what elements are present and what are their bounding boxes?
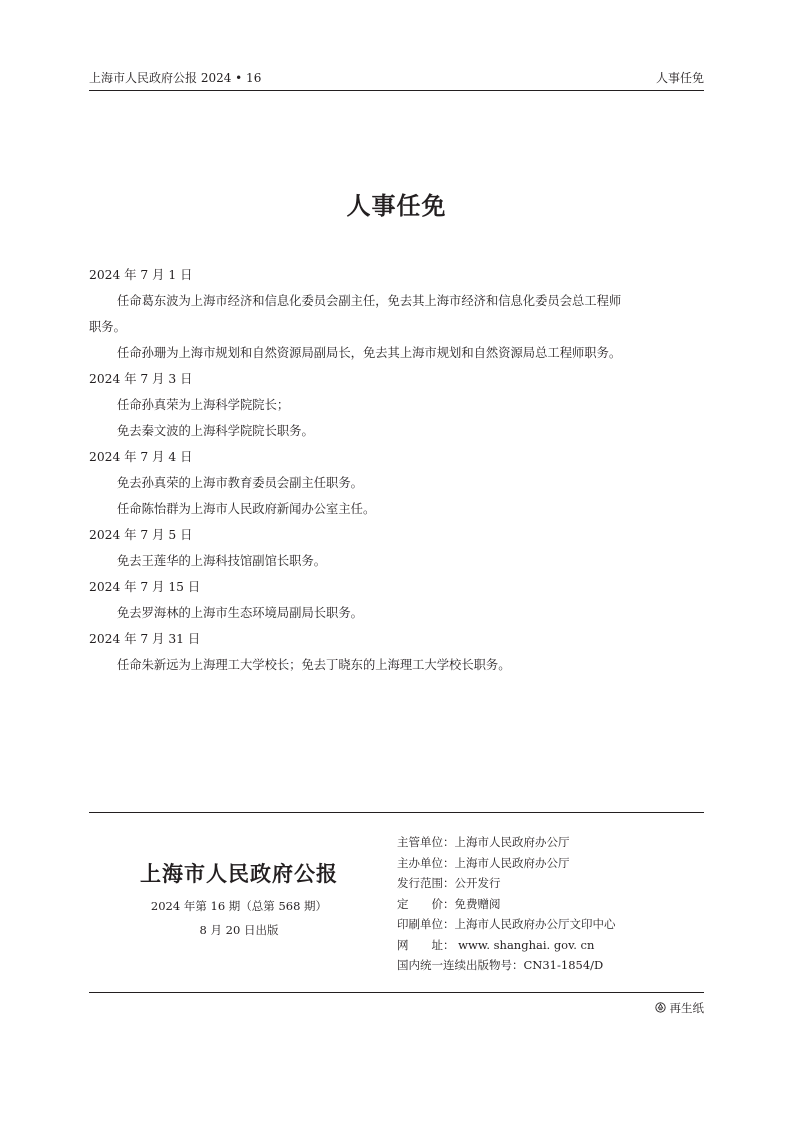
- entry-text: 任命葛东波为上海市经济和信息化委员会副主任，免去其上海市经济和信息化委员会总工程师: [117, 294, 622, 308]
- entry-date: 2024 年 7 月 3 日: [89, 372, 193, 386]
- entry-date: 2024 年 7 月 1 日: [89, 268, 193, 282]
- entry-date: 2024 年 7 月 4 日: [89, 450, 193, 464]
- gazette-name: 上海市人民政府公报: [140, 861, 338, 886]
- issue-number: 2024 年第 16 期（总第 568 期）: [150, 899, 328, 913]
- recycled-label: 再生纸: [669, 1001, 704, 1015]
- entry-date: 2024 年 7 月 5 日: [89, 528, 193, 542]
- entry-text: 任命孙真荣为上海科学院院长；: [117, 398, 290, 412]
- entry-text: 免去罗海林的上海市生态环境局副局长职务。: [117, 606, 363, 620]
- appointments-list: [89, 262, 706, 678]
- entry-date: 2024 年 7 月 15 日: [89, 580, 201, 594]
- entry-text: 免去孙真荣的上海市教育委员会副主任职务。: [117, 476, 363, 490]
- header-publication: 上海市人民政府公报 2024 • 16: [89, 71, 262, 85]
- entry-date: 2024 年 7 月 31 日: [89, 632, 201, 646]
- info-supervisor: 主管单位：上海市人民政府办公厅: [397, 835, 570, 849]
- entry-text: 免去王莲华的上海科技馆副馆长职务。: [117, 554, 327, 568]
- footer-info: [397, 832, 616, 976]
- entry-text: 任命陈怡群为上海市人民政府新闻办公室主任。: [117, 502, 376, 516]
- footer-masthead: [110, 858, 368, 938]
- info-printer: 印刷单位：上海市人民政府办公厅文印中心: [397, 917, 616, 931]
- info-website: 网 址： www. shanghai. gov. cn: [397, 937, 595, 952]
- publish-date: 8 月 20 日出版: [199, 923, 279, 937]
- entry-text: 任命孙珊为上海市规划和自然资源局副局长，免去其上海市规划和自然资源局总工程师职务。: [117, 346, 622, 360]
- info-serial: 国内统一连续出版物号：CN31-1854/D: [397, 958, 604, 972]
- info-distribution: 发行范围：公开发行: [397, 876, 501, 890]
- entry-text: 任命朱新远为上海理工大学校长；免去丁晓东的上海理工大学校长职务。: [117, 658, 511, 672]
- entry-text: 免去秦文波的上海科学院院长职务。: [117, 424, 314, 438]
- info-sponsor: 主办单位：上海市人民政府办公厅: [397, 855, 570, 870]
- header-section: 人事任免: [655, 71, 704, 85]
- info-price: 定 价：免费赠阅: [397, 896, 501, 911]
- page-title: 人事任免: [346, 191, 447, 220]
- recycled-paper-note: [655, 1000, 705, 1016]
- entry-text-continued: 职务。: [89, 320, 126, 334]
- footer-bottom-divider: [89, 992, 704, 993]
- footer-top-divider: [89, 812, 704, 813]
- recycle-icon: [655, 1002, 666, 1013]
- page-header: [89, 66, 704, 91]
